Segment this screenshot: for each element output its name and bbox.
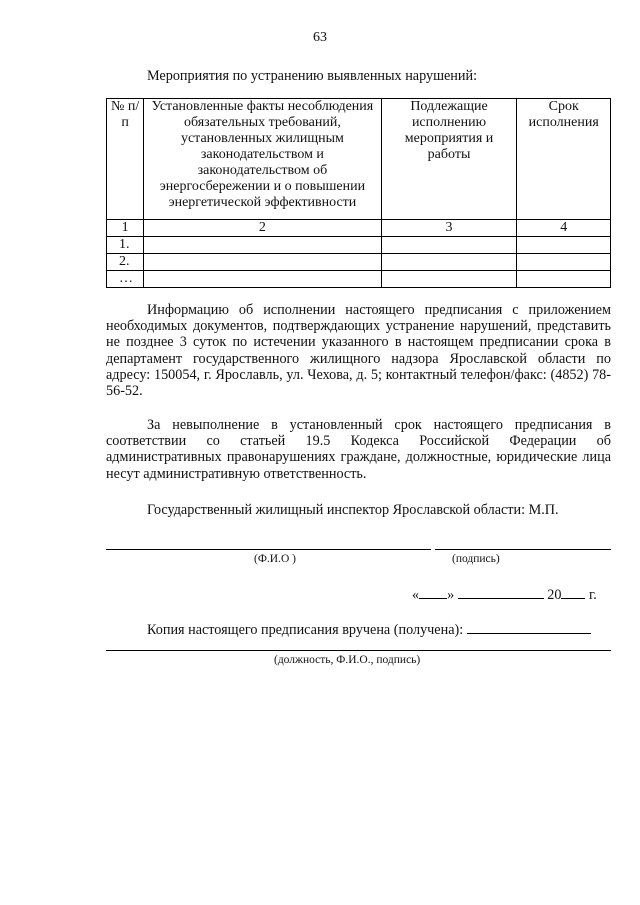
header-number: № п/п (107, 99, 144, 220)
table-header-row (107, 99, 611, 220)
table-row (107, 271, 611, 288)
date-row (412, 585, 597, 604)
table-cell (381, 237, 517, 254)
column-number: 1 (107, 220, 144, 237)
info-paragraph: Информацию об исполнении настоящего предписания с приложением необходимых документов, подтверждающих устранение нарушений, представить не позднее 3 суток по истечении указанного в настоящем предписании срока в департамент государственного жилищного надзора Ярославской области по адресу: 150054, г. Ярославль, ул. Чехова, д. 5; контактный телефон/факс: (4852) 78-56-52. (106, 302, 611, 400)
violations-table (106, 98, 611, 288)
table-row (107, 237, 611, 254)
year-blank (561, 585, 585, 599)
year-prefix: 20 (547, 587, 562, 603)
signature-line (435, 549, 611, 550)
table-cell (144, 237, 381, 254)
day-blank (419, 585, 447, 599)
month-blank (458, 585, 544, 599)
row-number: 1. (107, 237, 144, 254)
year-suffix: г. (589, 587, 597, 603)
table-cell (144, 254, 381, 271)
table-row (107, 254, 611, 271)
table-cell (517, 254, 611, 271)
copy-caption: (должность, Ф.И.О., подпись) (274, 654, 421, 666)
header-measures: Подлежащие исполнению мероприятия и работы (381, 99, 517, 220)
copy-label: Копия настоящего предписания вручена (получена): (147, 622, 464, 638)
table-cell (517, 271, 611, 288)
header-facts: Установленные факты несоблюдения обязательных требований, установленных жилищным законодательством и законодательством об энергосбережении и о повышении энергетической эффективности (144, 99, 381, 220)
copy-blank (467, 620, 591, 634)
column-numbers-row (107, 220, 611, 237)
table-cell (381, 271, 517, 288)
date-close-quote: » (447, 587, 455, 603)
date-open-quote: « (412, 587, 420, 603)
copy-signature-line (106, 650, 611, 651)
signature-caption: (подпись) (452, 553, 500, 565)
header-deadline: Срок исполнения (517, 99, 611, 220)
penalty-paragraph: За невыполнение в установленный срок настоящего предписания в соответствии со статьей 19.5 Кодекса Российской Федерации об административных правонарушениях граждане, должностные, юридические лица несут административную ответственность. (106, 417, 611, 482)
column-number: 4 (517, 220, 611, 237)
page-number: 63 (313, 30, 327, 45)
row-number: … (107, 271, 144, 288)
row-number: 2. (107, 254, 144, 271)
column-number: 3 (381, 220, 517, 237)
copy-row (147, 620, 591, 639)
inspector-paragraph: Государственный жилищный инспектор Ярославской области: М.П. (147, 502, 559, 518)
fio-line (106, 549, 431, 550)
fio-caption: (Ф.И.О ) (254, 553, 296, 565)
table-cell (517, 237, 611, 254)
table-cell (381, 254, 517, 271)
section-heading: Мероприятия по устранению выявленных нарушений: (147, 68, 478, 84)
table-cell (144, 271, 381, 288)
column-number: 2 (144, 220, 381, 237)
